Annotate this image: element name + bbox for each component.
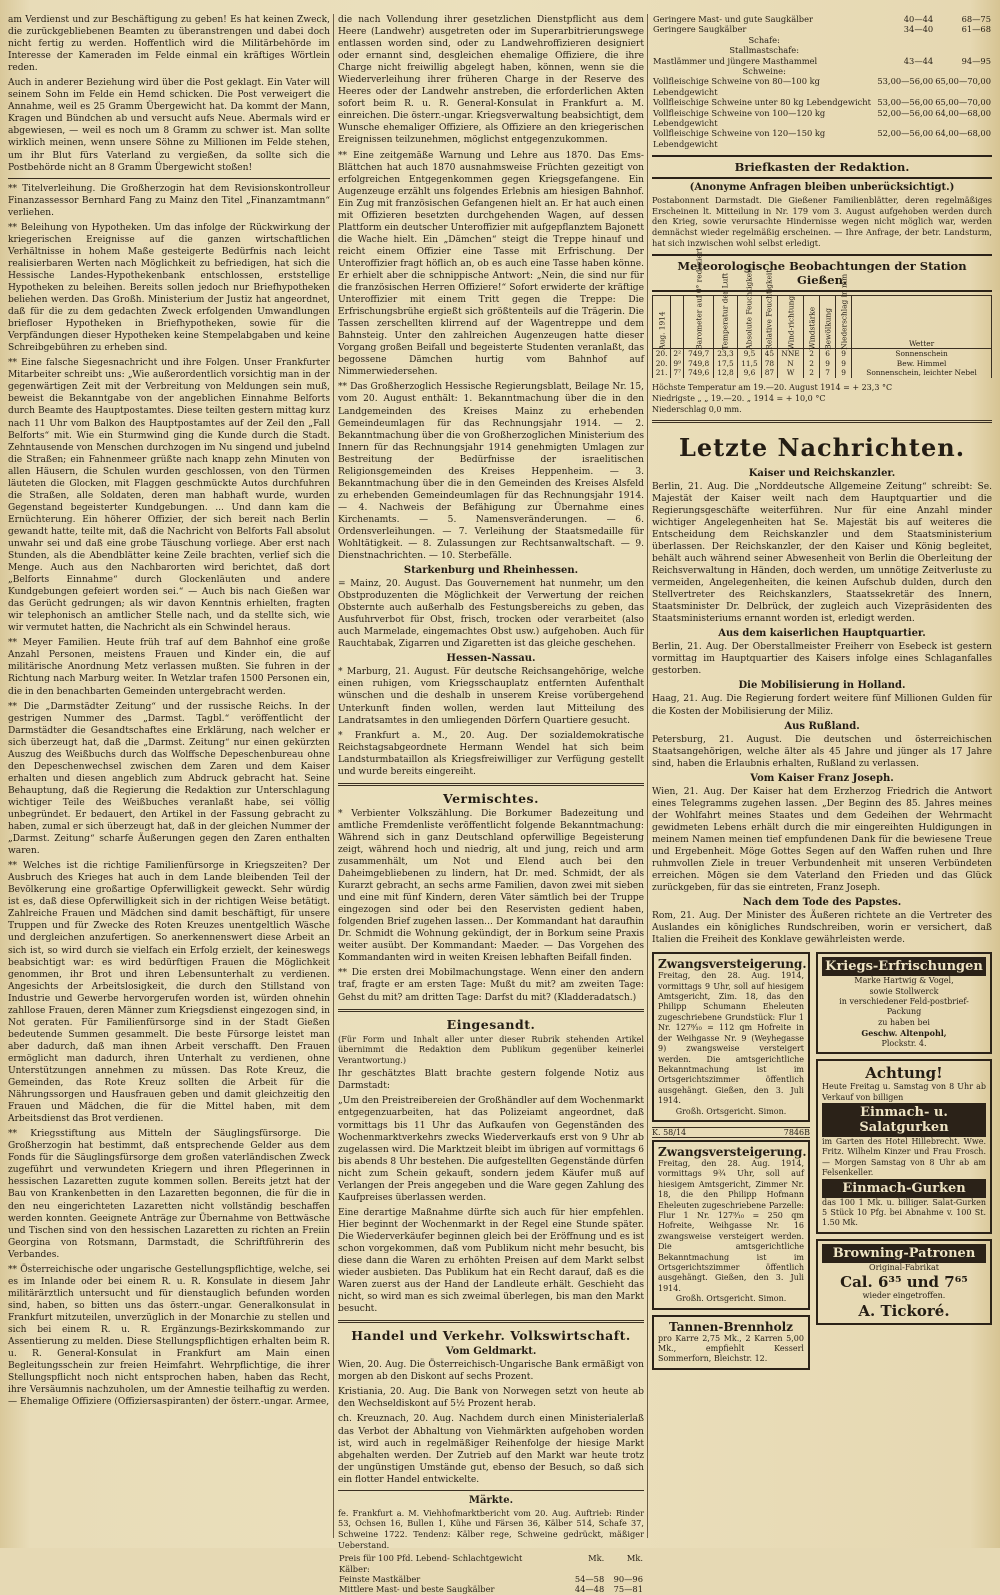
disclaimer-note: (Für Form und Inhalt aller unter dieser Rubrik stehenden Artikel übernimmt die Redaktion dem Publikum gegenüber keinerlei Verantwortung.): [338, 1033, 644, 1065]
weather-col-header: Aug. 1914: [653, 296, 671, 349]
column-rule: [333, 14, 334, 1538]
news-paragraph: Berlin, 21. Aug. Die „Norddeutsche Allgemeine Zeitung“ schreibt: Se. Majestät der Kaiser weilt nach dem Hauptquartier und die Regierungsgeschäfte weiterführen. Nur für eine Anzahl minder wichtiger Angelegenheiten hat Se. Majestät bis auf weiteres die Entscheidung dem Reichskanzler und dem Staatsministerium überlassen. Der Reichskanzler, der den Kaiser und König begleitet, behält auch während seiner Abwesenheit von Berlin die Oberleitung der Reichsverwaltung in Händen, doch werden, um unnötige Zeitverluste zu vermeiden, Angelegenheiten, die keinen Aufschub dulden, durch den Stellvertreter des Reichskanzlers, Staatssekretär des Innern, Staatsminister Dr. Delbrück, der zugleich auch Vizepräsidenten des Staatsministeriums ernannt worden ist, erledigt werden.: [652, 481, 992, 625]
table-cell: W: [777, 368, 803, 378]
table-row: [652, 14, 992, 24]
table-row: [338, 1584, 644, 1594]
divider: [338, 1320, 644, 1323]
weather-col-header: Barometer auf 0° reduziert: [684, 296, 714, 349]
table-cell: Sonnenschein: [852, 349, 992, 359]
table-cell: 17,5: [714, 359, 738, 369]
ad-signature: Großh. Ortsgericht. Simon.: [675, 1294, 787, 1304]
weather-summary: [652, 382, 992, 415]
table-cell: 94—95: [961, 55, 991, 66]
table-cell: 9: [836, 359, 852, 369]
table-cell: 65,00—70,00: [935, 76, 991, 87]
weather-heading: Meteorologische Beobachtungen der Station Gießen.: [652, 254, 992, 292]
news-paragraph: Haag, 21. Aug. Die Regierung fordert weitere fünf Millionen Gulden für die Kosten der Mobilisierung der Miliz.: [652, 694, 992, 717]
article-paragraph: * Marburg, 21. August. Für deutsche Reichsangehörige, welche einen ruhigen, vom Kriegsschauplatz entfernten Aufenthalt wünschen und die deshalb in unserem Kreise vorübergehend Unterkunft finden wollen, werden laut Mitteilung des Landratsamtes in den umliegenden Dörfern Quartiere gesucht.: [338, 667, 644, 726]
table-row: [652, 56, 992, 66]
weather-col-header: Wind-richtung: [777, 296, 803, 349]
ad-title: Zwangsversteigerung.: [658, 1144, 807, 1159]
news-heading: Nach dem Tode des Papstes.: [742, 897, 902, 909]
table-cell: 61—68: [961, 24, 991, 35]
ad-highlight: Einmach-Gurken: [822, 1179, 986, 1198]
ad-signature: Großh. Ortsgericht. Simon.: [675, 1106, 787, 1116]
table-cell: 7: [820, 368, 836, 378]
table-cell: 9: [836, 368, 852, 378]
section-heading: Starkenburg und Rheinhessen.: [403, 565, 579, 577]
article-paragraph: Ihr geschätztes Blatt brachte gestern folgende Notiz aus Darmstadt:: [338, 1069, 644, 1092]
table-cell: 21.: [653, 368, 671, 378]
briefkasten-subheading: (Anonyme Anfragen bleiben unberücksichtigt.): [689, 182, 955, 194]
news-heading: Kaiser und Reichskanzler.: [748, 467, 896, 479]
ad-line: Marke Hartwig & Vogel,: [854, 976, 954, 986]
table-cell: Mittlere Mast- und beste Saugkälber: [339, 1584, 495, 1595]
weather-summary-line: Niederschlag 0,0 mm.: [652, 404, 742, 414]
table-cell: Vollfleischige Schweine von 100—120 kg Lebendgewicht: [653, 107, 826, 129]
table-cell: 9⁹: [671, 359, 684, 369]
ad-title: Zwangsversteigerung.: [658, 957, 807, 972]
weather-col-header: Niederschlag in mm: [836, 296, 852, 349]
weather-summary-line: Höchste Temperatur am 19.—20. August 1914 = + 23,3 °C: [652, 382, 893, 392]
table-cell: 78: [761, 359, 777, 369]
weather-row: [653, 359, 992, 369]
ad-title: Tannen-Brennholz: [669, 1319, 793, 1334]
ad-text: Freitag, den 28. Aug. 1914, vormittags 9 Uhr, soll auf hiesigem Amtsgericht, Zim. 18, das den Philipp Schumann Eheleuten zugeschriebene Grundstück: Flur 1 Nr. 127⁸⁄₁₀ = 112 qm Hofreite in der Weihgasse Nr. 9 (Weyhegasse 9) zwangsweise versteigert werden. Die amtsgerichtliche Bekanntmachung ist im Ortsgerichtszimmer öffentlich ausgehängt. Gießen, den 3. Juli 1914.: [658, 971, 804, 1106]
section-heading-eingesandt: Eingesandt.: [446, 1016, 536, 1032]
ad-gurken: [816, 1059, 992, 1234]
weather-col-header: Wetter: [852, 296, 992, 349]
market-report: fe. Frankfurt a. M. Viehhofmarktbericht vom 20. Aug. Auftrieb: Rinder 53, Ochsen 16, Bullen 1, Kühe und Färsen 36, Kälber 514, Schafe 37, Schweine 1722. Tendenz: Kälber rege, Schweine gedrückt, mäßiger Ueberstand.: [338, 1507, 644, 1550]
table-cell: 53,00—56,00: [877, 97, 934, 108]
divider: [8, 178, 330, 179]
table-header-cell: Mk.: [626, 1553, 643, 1564]
article-paragraph: ch. Kreuznach, 20. Aug. Nachdem durch einen Ministerialerlaß das Verbot der Abhaltung von Viehmärkten aufgehoben worden ist, wird auch in regelmäßiger Reihenfolge der hiesige Markt abgehalten werden. Der Zutrieb auf den Markt war heute trotz der ungünstigen Umstände gut, ebenso der Besuch, so daß sich ein flotter Handel entwickelte.: [338, 1414, 644, 1485]
table-row: [338, 1574, 644, 1584]
ad-title: Achtung!: [865, 1064, 943, 1083]
table-cell: 7⁷: [671, 368, 684, 378]
subsection-heading: Vom Geldmarkt.: [445, 1346, 537, 1358]
table-cell: 64,00—68,00: [935, 128, 991, 139]
ad-line: in verschiedener Feld-postbrief-Packung: [839, 997, 969, 1017]
table-cell: 68—75: [961, 14, 991, 24]
ad-text: im Garten des Hotel Hillebrecht. Wwe. Fritz. Wilhelm Kinzer und Frau Frosch. — Morgen Samstag von 8 Uhr ab am Felsenkeller.: [822, 1136, 986, 1178]
section-heading: Hessen-Nassau.: [446, 653, 536, 665]
article-paragraph: ** Welches ist die richtige Familienfürsorge in Kriegszeiten? Der Ausbruch des Krieges hat auch in dem Lande bleibenden Teil der Bevölkerung eine großartige Opferwilligkeit geweckt. Sehr würdig ist es, daß diese Opferwilligkeit sich in der richtigen Weise betätigt. Zahlreiche Frauen und Mädchen sind damit beschäftigt, für unsere Truppen und für Zwecke des Roten Kreuzes unentgeltlich Wäsche und dergleichen anzufertigen. So anerkennenswert diese Arbeit an sich ist, so wird durch sie vielfach ein Erfolg erzielt, der keineswegs beabsichtigt war: es wird bedürftigen Frauen die Möglichkeit genommen, ihr Brot und ihren Lebensunterhalt zu verdienen. Angesichts der Arbeitslosigkeit, die durch den Stillstand von Industrie und Gewerbe hervorgerufen worden ist, würden ohnehin zahllose Frauen, deren Männer zum Kriegsdienst eingezogen sind, in Not geraten. Für Familienfürsorge sind in der Stadt Gießen bedeutende Summen gesammelt. Die beste Fürsorge leistet man aber dadurch, daß man ihnen Arbeit verschafft. Den Frauen ermöglicht man dadurch, ihren Unterhalt zu verdienen, ohne Unterstützungen annehmen zu müssen. Das Rote Kreuz, die Gemeinden, das Rote Kreuz sollten die Arbeit für die Nährungssorgen und Hausfrauen geben und damit gleichzeitig den Frauen und Mädchen, die für die Mittel haben, mit dem Arbeitsdienst das Brot verdienen.: [8, 861, 330, 1125]
weather-summary-line: Niedrigste „ „ 19.—20. „ 1914 = + 10,0 °C: [652, 393, 826, 403]
ad-kriegs-erfrischungen: [816, 952, 992, 1054]
table-cell: 45: [761, 349, 777, 359]
news-paragraph: Wien, 21. Aug. Der Kaiser hat dem Erzherzog Friedrich die Antwort eines Telegramms zugehen lassen. „Der Beginn des 85. Jahres meines der Wohlfahrt meines Staates und dem Gedeihen der Wehrmacht gewidmeten Lebens erhält durch die mir eingereihten Huldigungen in meinem Namen meinen tief empfundenen Dank für die bewiesene Treue und Ergebenheit. Möge Gottes Segen auf den Waffen ruhen und Ihre ruhmvollen Ziele in treuer Verbundenheit mit unseren Verbündeten erreichen. Mögen sie dem Vaterland den Frieden und das Glück zurückgeben, für das sie eintreten, Franz Joseph.: [652, 786, 992, 894]
news-paragraph: Berlin, 21. Aug. Der Oberstallmeister Freiherr von Esebeck ist gestern vormittag im Hauptquartier des Kaisers infolge eines Schlaganfalles gestorben.: [652, 642, 992, 677]
table-header-row: [338, 1553, 644, 1563]
weather-col-header: Bewölkung: [820, 296, 836, 349]
article-paragraph: Auch in anderer Beziehung wird über die Post geklagt. Ein Vater will seinem Sohn im Felde ein Hemd schicken. Die Post verweigert die Annahme, weil es 25 Gramm Übergewicht hat. Da kommt der Mann, Kragen und Bündchen ab und versucht aufs Neue. Abermals wird er abgewiesen, — weil es noch um 8 Gramm zu schwer ist. Man sollte wirklich meinen, wenn unsere Söhne zu Millionen im Felde stehen, um ihr Blut fürs Vaterland zu vergießen, da sollte sich die Postbehörde nicht an 8 Gramm Übergewicht stoßen!: [8, 78, 330, 173]
ad-reference-right: 7846B: [783, 1127, 810, 1137]
article-paragraph: Wien, 20. Aug. Die Österreichisch-Ungarische Bank ermäßigt von morgen ab den Diskont auf sechs Prozent.: [338, 1360, 644, 1383]
table-cell: 23,3: [714, 349, 738, 359]
ad-text: pro Karre 2,75 Mk., 2 Karren 5,00 Mk., empfiehlt Kesserl Sommerforn, Bleichstr. 12.: [658, 1333, 804, 1364]
ad-line: Geschw. Altenpohl,: [861, 1028, 947, 1039]
news-heading: Die Mobilisierung in Holland.: [738, 680, 906, 692]
ad-title: Browning-Patronen: [822, 1244, 986, 1263]
table-cell: 20.: [653, 359, 671, 369]
ad-reference-left: K. 58/14: [652, 1127, 687, 1137]
table-cell: 11,5: [737, 359, 761, 369]
table-cell: 65,00—70,00: [935, 97, 991, 108]
weather-col-header: [671, 296, 684, 349]
ad-signature: A. Tickoré.: [858, 1301, 950, 1320]
article-paragraph: * Verbienter Volkszählung. Die Borkumer Badezeitung und amtliche Fremdenliste veröffentlicht folgende Bekanntmachung: Während sich in ganz Deutschland opferwillige Begeisterung zeigt, während hoch und niedrig, alt und jung, reich und arm zusammenhält, um Not und Elend auch bei den Daheimgebliebenen zu lindern, hat Dr. med. Schmidt, der als Kurarzt gebracht, an sechs arme Familien, davon zwei mit sieben und eine mit fünf Kindern, deren Väter sämtlich bei der Truppe eingezogen sind oder bei den Reservisten gedient haben, folgenden Brief zugehen lassen... Der Kommandant hat daraufhin Dr. Schmidt die Wohnung gekündigt, der in Borkum seine Praxis weiter ausübt. Der Kommandant: Maeder. — Das Vorgehen des Kommandanten wird in weiten Kreisen lebhaften Beifall finden.: [338, 808, 644, 964]
table-cell: 9: [836, 349, 852, 359]
table-row: [652, 45, 992, 55]
table-cell: 75—81: [613, 1584, 643, 1595]
column-1: [8, 14, 330, 1540]
table-row: [338, 1564, 644, 1574]
table-cell: 44—48: [574, 1584, 605, 1595]
article-paragraph: „Um den Preistreibereien der Großhändler auf dem Wochenmarkt entgegenzuarbeiten, hat das Polizeiamt angeordnet, daß vormittags bis 11 Uhr das Aufkaufen von Gegenständen des Wochenmarktverkehrs zwecks Wiederverkaufs erst von 9 Uhr ab zugelassen wird. Die Marktzeit bleibt im übrigen auf vormittags 6 bis abends 8 Uhr bestehen. Die aufgestellten Gegenstände dürfen nicht zum Schein gekauft, sondern jedem Käufer muß auf Verlangen der Preis angegeben und die Ware gegen Zahlung des Kaufpreises überlassen werden.: [338, 1096, 644, 1203]
article-paragraph: ** Kriegsstiftung aus Mitteln der Säuglingsfürsorge. Die Großherzogin hat bestimmt, daß entsprechende Gelder aus dem Fonds für die Säuglingsfürsorge dem großen vaterländischen Zweck zugeführt und verwundeten Kriegern und ihren Pflegerinnen in hessischen Lazaretten zugute kommen sollen. Bereits jetzt hat der Bau von Krankenbetten in den Lazaretten begonnen, die für die in den neu eingerichteten Lazaretten nicht vollständig beschaffen werden konnten. Geeignete Anträge zur Übernahme von Bettwäsche und Tischen sind von den hessischen Lazaretten zu richten an Freiin Georgina von Rotsmann, Darmstadt, die Schriftführerin des Verbandes.: [8, 1129, 330, 1260]
article-paragraph: ** Eine zeitgemäße Warnung und Lehre aus 1870. Das Ems-Blättchen hat auch 1870 ausnahmsweise Früchten gezeitigt von erfolgreichen Entgegenkommen gegen Kriegsgefangene. Ein Augenzeuge erzählt uns folgendes Erlebnis am hiesigen Bahnhof. Ein Zug mit französischen Gefangenen hielt an. Er hat auch einen mit Offizieren besetzten durchgehenden Wagen, auf dessen Plattform ein deutscher Unteroffizier mit aufgepflanztem Bajonett die Wache hielt. Ein „Dämchen“ steigt die Treppe hinauf und reicht einem Offizier eine Tasse mit Erfrischung. Der Unteroffizier fragt höflich an, ob es auch eine Tasse haben könne. Er erhielt aber die schnippische Antwort: „Nein, die sind nur für die französischen Herren Offiziere!“ Sofort erwiderte der kräftige Unteroffizier mit einem Tritt gegen die Treppe: Die Erfrischungsbrühe ergießt sich größtenteils auf die Trägerin. Die Tassen zerschellten klirrend auf der Wagentreppe und dem Bahnsteig. Unter den zahlreichen Augenzeugen hatte dieser Vorgang großen Beifall und begeisterte Studenten veranlaßt, das begossene Dämchen hurtig vom Bahnhof auf Nimmerwiedersehen.: [338, 150, 644, 378]
article-paragraph: ** Österreichische oder ungarische Gestellungspflichtige, welche, sei es im Inlande oder bei einem R. u. R. Konsulate in diesem Jahr militärärztlich untersucht und für dienstauglich befunden worden sind, haben, so bitten uns das österr.-ungar. Generalkonsulat in Frankfurt mitzuteilen, unverzüglich in der Monarchie zu stellen und sich bei einem R. u. R. Ergänzungs-Bezirkskommando zur Assentierung zu melden. Diese Stellungspflichtigen erhalten beim R. u. R. General-Konsulat in Frankfurt am Main einen Begleitungsschein zur freien Heimfahrt. Wehrpflichtige, die ihrer Stellungspflicht noch nicht entsprochen haben, haben das Recht, ihre Versäumnis nachzuholen, um der Amnestie teilhaftig zu werden. — Ehemalige Offiziere (Offiziersaspiranten) der österr.-ungar. Armee,: [8, 1264, 330, 1408]
article-paragraph: ** Titelverleihung. Die Großherzogin hat dem Revisionskontrolleur Finanzassessor Bernhard Fang zu Mainz den Titel „Finanzamtmann“ verliehen.: [8, 183, 330, 218]
weather-header-row: [653, 296, 992, 349]
briefkasten-heading: Briefkasten der Redaktion.: [652, 155, 992, 179]
column-3: [652, 14, 992, 1540]
table-cell: 12,8: [714, 368, 738, 378]
ad-text: Heute Freitag u. Samstag von 8 Uhr ab Verkauf von billigen: [822, 1082, 986, 1102]
table-row: [652, 76, 992, 97]
ad-zwangsversteigerung-2: [652, 1140, 810, 1310]
market-price-table: [338, 1553, 644, 1595]
divider: [338, 1009, 644, 1012]
table-cell: 54—58: [574, 1573, 605, 1584]
weather-row: [653, 368, 992, 378]
ads-left-column: [652, 952, 810, 1375]
column-rule: [647, 14, 648, 1538]
article-paragraph: ** Eine falsche Siegesnachricht und ihre Folgen. Unser Frankfurter Mitarbeiter schreibt uns: „Wie außerordentlich vorsichtig man in der gegenwärtigen Zeit mit der Verbreitung von Meldungen sein muß, beweist die Bekanntgabe von der angeblichen Einnahme Belforts durch Beamte des Hauptpostamtes. Diese teilten gestern mittag kurz nach 11 Uhr vom Balkon des Hauptpostamtes auf der Zeil den „Fall Belforts“ mit. Wie ein Sturmwind ging die Kunde durch die Stadt. Zehntausende von Menschen durchzogen im Nu singend und jubelnd die Straßen; ein Fahnenmeer grüßte nach knapp zehn Minuten von allen Häusern, die Schulen wurden geschlossen, von den Türmen läuteten die Glocken, mit Flaggen geschmückte Autos durchfuhren die Straßen, alle Soldaten, deren man habhaft wurde, wurden Gegenstand begeisterter Kundgebungen. ... Und dann kam die Ernüchterung. Ein höherer Offizier, der sich bereit nach Berlin gewandt hatte, teilte mit, daß die Nachricht von Belforts Fall absolut unwahr sei und daß eine grobe Täuschung vorliege. Aber erst nach Stunden, als die Abendblätter keine Zeile brachten, verlief sich die Menge. Auch aus den Nachbarorten wird berichtet, daß dort „Belforts Einnahme“ durch Glockenläuten und andere Kundgebungen gefeiert worden sei.“ — Auch bis nach Gießen war das Gerücht gedrungen; als wir davon Kenntnis erhielten, fragten wir telephonisch an amtlicher Stelle nach, und da stellte sich, wie wir vermutet hatten, die Nachricht als ein Schwindel heraus.: [8, 358, 330, 634]
table-cell: 6: [820, 349, 836, 359]
article-paragraph: Kristiania, 20. Aug. Die Bank von Norwegen setzt von heute ab den Wechseldiskont auf 5½ Prozent herab.: [338, 1387, 644, 1410]
divider: [652, 420, 992, 423]
latest-news-title: Letzte Nachrichten.: [678, 432, 966, 462]
news-paragraph: Petersburg, 21. August. Die deutschen und österreichischen Staatsangehörigen, welche älter als 45 Jahre und jünger als 17 Jahre sind, haben die Erlaubnis erhalten, Rußland zu verlassen.: [652, 734, 992, 769]
table-section-label: Schweine:: [742, 66, 786, 77]
table-cell: 749,7: [684, 349, 714, 359]
ad-reference: [652, 1127, 810, 1138]
table-cell: 87: [761, 368, 777, 378]
advertisements: [652, 952, 992, 1375]
article-paragraph: am Verdienst und zur Beschäftigung zu geben! Es hat keinen Zweck, die zurückgebliebenen Beamten zu überanstrengen und dabei doch nicht fertig zu werden. Hoffentlich wird die Militärbehörde im Interesse der Kameraden im Felde einmal ein kräftiges Wörtlein reden.: [8, 15, 330, 74]
news-heading: Vom Kaiser Franz Joseph.: [750, 772, 894, 784]
article-paragraph: die nach Vollendung ihrer gesetzlichen Dienstpflicht aus dem Heere (Landwehr) ausgetreten oder im Superarbitrierungswege entlassen worden sind, oder zu Landwehroffizieren designiert oder ernannt sind, desgleichen ehemalige Offiziere, die ihre Charge nicht freiwillig abgelegt haben, können, wenn sie die Wiederverleihung ihrer früheren Charge in der Reserve des Heeres oder der Landwehr anstreben, die erforderlichen Akten sofort beim R. u. R. General-Konsulat in Frankfurt a. M. einreichen. Die österr.-ungar. Kriegsverwaltung beabsichtigt, dem Wunsche ehemaliger Offiziere, als Offiziere an den kriegerischen Ereignissen teilzunehmen, möglichst entgegenzukommen.: [338, 15, 644, 146]
table-cell: 34—40: [903, 24, 934, 35]
ad-text: wieder eingetroffen.: [862, 1291, 946, 1301]
ads-right-column: [816, 952, 992, 1375]
ad-text: das 100 1 Mk. u. billiger. Salat-Gurken 5 Stück 10 Pfg. bei Abnahme v. 100 St. 1.50 Mk.: [822, 1197, 986, 1228]
table-cell: 2: [804, 359, 820, 369]
table-cell: 52,00—56,00: [877, 128, 934, 139]
table-section-label: Stallmastschafe:: [729, 45, 800, 56]
table-cell: 2: [804, 368, 820, 378]
article-paragraph: Eine derartige Maßnahme dürfte sich auch für hier empfehlen. Hier beginnt der Wochenmarkt in der Regel eine Stunde später. Die Wiederverkäufer beginnen gleich bei der Eröffnung und es ist schon vorgekommen, daß vom Publikum nicht mehr besucht, bis diese dann die Waren zu erhöhten Preisen auf dem Markt selbst wieder ausbieten. Das Publikum hat ein Recht darauf, daß es die Waren zuerst aus der Hand der Landleute erhält. Geschieht das nicht, so wird man es sich zweimal überlegen, bis man den Markt besucht.: [338, 1207, 644, 1315]
table-cell: NNE: [777, 349, 803, 359]
table-cell: Feinste Mastkälber: [339, 1573, 421, 1584]
table-cell: 90—96: [613, 1573, 643, 1584]
news-paragraph: Rom, 21. Aug. Der Minister des Äußeren richtete an die Vertreter des Auslandes ein königliches Rundschreiben, worin er versichert, daß Italien die Freiheit des Konklave gewährleisten werde.: [652, 911, 992, 946]
table-section-label: Kälber:: [339, 1563, 370, 1574]
table-cell: N: [777, 359, 803, 369]
table-cell: Geringere Mast- und gute Saugkälber: [653, 14, 813, 24]
table-row: [652, 66, 992, 76]
table-header-cell: Mk.: [588, 1553, 605, 1564]
article-paragraph: ** Die „Darmstädter Zeitung“ und der russische Reichs. In der gestrigen Nummer des „Darmst. Tagbl.“ veröffentlicht der Darmstädter die Gesandtschaftes eine Erklärung, nach welcher er sich überzeugt hat, daß die „Darmst. Zeitung“ nur einen gekürzten Auszug des Weißbuchs durch das Wolffsche Depeschenbureau ohne den Depeschenwechsel zwischen dem Zaren und dem Kaiser erhalten und diesen angeblich zum Abdruck gebracht hat. Seine Behauptung, daß die Regierung die Redaktion zur Unterschlagung wichtiger Teile des Weißbuches veranlaßt habe, sei völlig unbegründet. Er bedauert, den Artikel in der Fassung gebracht zu haben, zumal er sich überzeugt hat, daß in der gleichen Nummer der „Darmst. Zeitung“ scharfe Äußerungen gegen den Zaren enthalten waren.: [8, 701, 330, 857]
table-cell: 52,00—56,00: [877, 107, 934, 118]
table-cell: Geringere Saugkälber: [653, 24, 747, 35]
table-cell: 40—44: [903, 14, 934, 24]
table-cell: Vollfleischige Schweine von 120—150 kg Lebendgewicht: [653, 128, 826, 149]
news-heading: Aus dem kaiserlichen Hauptquartier.: [718, 628, 926, 640]
table-cell: Sonnenschein, leichter Nebel: [852, 368, 992, 378]
table-row: [652, 24, 992, 34]
table-cell: 20.: [653, 349, 671, 359]
table-cell: 2²: [671, 349, 684, 359]
table-header-label: Preis für 100 Pfd. Lebend- Schlachtgewicht: [339, 1553, 523, 1564]
article-paragraph: ** Beleihung von Hypotheken. Um das infolge der Rückwirkung der kriegerischen Ereignisse auf die ganzen wirtschaftlichen Verhältnisse in hohem Maße gesteigerte Bedürfnis nach leicht realisierbaren Werten nach Möglichkeit zu befriedigen, hat sich die Hessische Landes-Hypothekenbank entschlossen, erststellige Hypotheken zu beleihen. Bereits sollen jedoch nur Briefhypotheken beliehen werden. Das Großh. Ministerium der Justiz hat angeordnet, daß für die zu dem gedachten Zweck erfolgenden Umwandlungen briefloser Hypotheken in Briefhypotheken, sowie für die Verpfändungen dieser Hypotheken keine Stempelabgaben und keine Schreibgebühren zu erheben sind.: [8, 222, 330, 354]
column-2: [338, 14, 644, 1595]
table-cell: Mastlämmer und jüngere Masthammel: [653, 55, 818, 66]
section-heading-vermischtes: Vermischtes.: [443, 790, 539, 806]
table-cell: Vollfleischige Schweine von 80—100 kg Lebendgewicht: [653, 76, 820, 97]
article-paragraph: ** Das Großherzoglich Hessische Regierungsblatt, Beilage Nr. 15, vom 20. August enthält: 1. Bekanntmachung über die in den Landgemeinden des Kreises Mainz zu erhebenden Gemeindeumlagen für das Rechnungsjahr 1914. — 2. Bekanntmachung über die von Großherzoglichen Ministerium des Innern für das Rechnungsjahr 1914 genehmigten Umlagen zur Bestreitung der Bedürfnisse der israelitischen Religionsgemeinden des Kreises Heppenheim. — 3. Bekanntmachung über die in den Gemeinden des Kreises Alsfeld zu erhebenden Gemeindeumlagen für das Rechnungsjahr 1914. — 4. Nachweis der Befähigung zur Übernahme eines Kirchenamts. — 5. Namensveränderungen. — 6. Ordensverleihungen. — 7. Verleihung der Staatsmedaille für Wohltätigkeit. — 8. Zulassungen zur Rechtsanwaltschaft. — 9. Dienstnachrichten. — 10. Sterbefälle.: [338, 382, 644, 562]
article-paragraph: = Mainz, 20. August. Das Gouvernement hat nunmehr, um den Obstproduzenten die Möglichkeit der Verwertung der reichen Obsternte auch außerhalb des Festungsbereichs zu geben, das Ausfuhrverbot für Obst, frisch, trocken oder verarbeitet (also auch Marmelade, eingemachtes Obst usw.) aufgehoben. Auch für Rauchtabak, Zigarren und Zigaretten ist das gleiche geschehen.: [338, 579, 644, 650]
table-cell: 2: [804, 349, 820, 359]
ad-text: Original-Fabrikat: [869, 1262, 939, 1272]
table-cell: 749,8: [684, 359, 714, 369]
weather-col-header: Temperatur der Luft: [714, 296, 738, 349]
article-paragraph: * Frankfurt a. M., 20. Aug. Der sozialdemokratische Reichstagsabgeordnete Hermann Wendel hat sich beim Landsturmbataillon als Kriegsfreiwilliger zur Verfügung gestellt und wurde bereits eingereiht.: [338, 730, 644, 777]
article-paragraph: ** Die ersten drei Mobilmachungstage. Wenn einer den andern traf, fragte er am ersten Tage: Mußt du mit? am zweiten Tage: Gehst du mit? am dritten Tage: Darfst du mit? (Kladderadatsch.): [338, 968, 644, 1003]
weather-col-header: Windstärke: [804, 296, 820, 349]
article-paragraph: ** Meyer Familien. Heute früh traf auf dem Bahnhof eine große Anzahl Personen, meistens Frauen und Kinder ein, die auf militärische Anordnung Metz verlassen mußten. Sie fuhren in der Richtung nach Marburg weiter. In Wetzlar trafen 1500 Personen ein, die in den benachbarten Gemeinden untergebracht werden.: [8, 638, 330, 697]
divider: [338, 783, 644, 786]
ad-zwangsversteigerung-1: [652, 952, 810, 1122]
table-cell: 749,6: [684, 368, 714, 378]
divider: [338, 1490, 644, 1491]
table-cell: 43—44: [903, 55, 934, 66]
table-row: [652, 128, 992, 149]
ad-highlight: Cal. 6³⁵ und 7⁶⁵: [840, 1273, 968, 1292]
ad-highlight: Einmach- u. Salatgurken: [822, 1103, 986, 1137]
subsection-heading: Märkte.: [468, 1494, 514, 1506]
ad-line: Plockstr. 4.: [881, 1038, 927, 1048]
ad-line: zu haben bei: [878, 1017, 930, 1027]
ad-brennholz: [652, 1315, 810, 1370]
ad-browning-patronen: [816, 1239, 992, 1325]
table-cell: 53,00—56,00: [877, 76, 934, 87]
weather-row: [653, 349, 992, 359]
table-section-label: Schafe:: [748, 34, 780, 45]
table-cell: 9: [820, 359, 836, 369]
ad-title: Kriegs-Erfrischungen: [822, 957, 986, 976]
table-cell: 64,00—68,00: [935, 107, 991, 118]
ad-line: sowie Stollwerck: [869, 986, 939, 996]
section-heading-handel: Handel und Verkehr. Volkswirtschaft.: [351, 1328, 631, 1344]
weather-col-header: Relative Feuchtigkeit: [761, 296, 777, 349]
weather-col-header: Absolute Feuchtigkeit: [737, 296, 761, 349]
table-row: [652, 108, 992, 129]
table-cell: Vollfleischige Schweine unter 80 kg Lebendgewicht: [653, 97, 871, 108]
table-cell: 9,5: [737, 349, 761, 359]
ad-text: Freitag, den 28. Aug. 1914, vormittags 9¾ Uhr, soll auf hiesigem Amtsgericht, Zimmer Nr. 18, die den Philipp Hofmann Eheleuten zugeschriebene Parzelle: Flur 1 Nr. 127⁹⁄₁₀ = 250 qm Hofreite, Weihgasse Nr. 16 zwangsweise versteigert werden. Die amtsgerichtliche Bekanntmachung ist im Ortsgerichtszimmer öffentlich ausgehängt. Gießen, den 3. Juli 1914.: [658, 1158, 804, 1293]
briefkasten-text: Postabonnent Darmstadt. Die Gießener Familienblätter, deren regelmäßiges Erscheinen lt. Mitteilung in Nr. 179 vom 3. August aufgehoben werden durch den Krieg, sowie verursachte Hindernisse wegen nicht möglich war, werden demnächst wieder regelmäßig erscheinen. — Ihre Anfrage, der betr. Landsturm, hat sich inzwischen wohl selbst erledigt.: [652, 195, 992, 248]
table-cell: Bew. Himmel: [852, 359, 992, 369]
news-heading: Aus Rußland.: [784, 720, 860, 732]
table-row: [652, 97, 992, 107]
table-row: [652, 35, 992, 45]
market-price-table-continued: [652, 14, 992, 149]
table-cell: 9,6: [737, 368, 761, 378]
